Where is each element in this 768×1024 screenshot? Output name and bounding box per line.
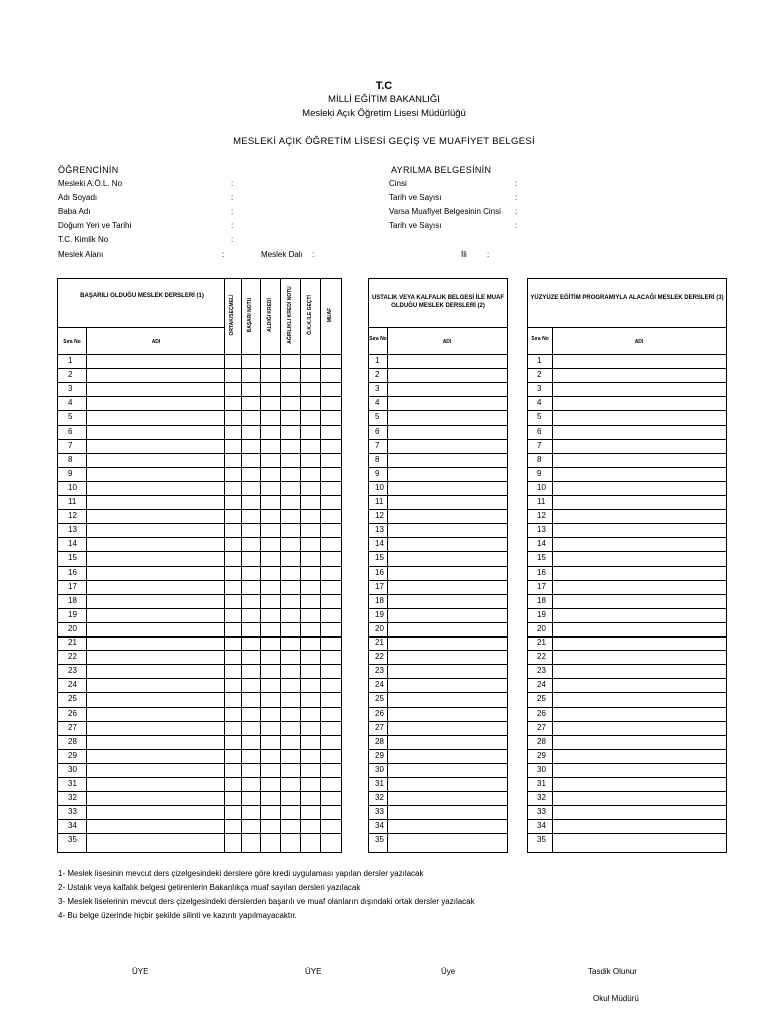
grid-line	[369, 453, 507, 454]
table1-title: BAŞARILI OLDUĞU MESLEK DERSLERİ (1)	[80, 293, 204, 299]
grid-line	[58, 692, 341, 693]
row-number: 7	[68, 440, 73, 450]
grid-line	[58, 819, 341, 820]
grid-line	[552, 327, 553, 852]
row-number: 28	[537, 736, 546, 746]
row-number: 9	[68, 468, 73, 478]
row-number: 13	[68, 525, 77, 535]
grid-line	[224, 279, 225, 852]
grid-line	[58, 467, 341, 468]
grid-line	[369, 650, 507, 651]
colon: :	[231, 207, 234, 216]
grid-line	[369, 354, 507, 355]
note-2: 2- Ustalık veya kalfalık belgesi getirenlerin Bakanlıkça muaf sayılan dersleri yazılacak	[58, 883, 361, 892]
ili-label: İli	[461, 250, 467, 259]
directorate-name: Mesleki Açık Öğretim Lisesi Müdürlüğü	[302, 108, 466, 119]
row-number: 27	[68, 722, 77, 732]
row-number: 16	[537, 567, 546, 577]
grid-line	[369, 608, 507, 609]
row-number: 11	[375, 497, 384, 506]
grid-line	[58, 763, 341, 764]
grid-line	[528, 410, 726, 411]
row-number: 10	[68, 482, 77, 492]
row-number: 16	[375, 567, 384, 577]
grid-line	[58, 425, 341, 426]
row-number: 27	[375, 722, 384, 732]
row-number: 14	[68, 539, 77, 549]
note-1: 1- Meslek lisesinin mevcut ders çizelgesindeki derslere göre kredi uygulaması yapılan dersler yazılacak	[58, 869, 424, 878]
table1-col-sira: Sıra No	[63, 339, 81, 345]
row-number: 21	[68, 638, 77, 647]
row-number: 32	[537, 793, 546, 803]
grid-line	[528, 580, 726, 581]
grid-line	[369, 467, 507, 468]
row-number: 4	[375, 398, 380, 408]
grid-line	[369, 495, 507, 496]
grid-line	[58, 537, 341, 538]
grid-line	[58, 439, 341, 440]
row-number: 21	[375, 638, 384, 647]
grid-line	[369, 636, 507, 638]
row-number: 13	[375, 525, 384, 535]
row-number: 1	[537, 356, 542, 365]
grid-line	[58, 551, 341, 552]
student-heading: ÖĞRENCİNİN	[58, 165, 119, 175]
document-header-title: T.C	[375, 80, 393, 92]
student-field-name: Adı Soyadı	[58, 193, 98, 202]
table2-title: USTALIK VEYA KALFALIK BELGESİ İLE MUAF OLDUĞU MESLEK DERSLERİ (2)	[371, 295, 505, 309]
grid-line	[528, 354, 726, 355]
row-number: 25	[68, 694, 77, 704]
grid-line	[58, 664, 341, 665]
grid-line	[387, 327, 388, 852]
row-number: 20	[537, 623, 546, 633]
row-number: 1	[375, 356, 380, 365]
grid-line	[241, 279, 242, 852]
row-number: 35	[68, 835, 77, 845]
row-number: 17	[375, 581, 384, 591]
grid-line	[369, 368, 507, 369]
grid-line	[528, 721, 726, 722]
grid-line	[528, 523, 726, 524]
colon: :	[231, 193, 234, 202]
row-number: 2	[537, 370, 542, 380]
grid-line	[369, 678, 507, 679]
row-number: 2	[375, 370, 380, 380]
table3-col-sira: Sıra No	[531, 336, 549, 342]
row-number: 28	[375, 736, 384, 746]
grid-line	[528, 368, 726, 369]
row-number: 31	[537, 779, 546, 788]
row-number: 35	[537, 835, 546, 845]
row-number: 17	[68, 581, 77, 591]
row-number: 23	[375, 666, 384, 676]
row-number: 11	[68, 497, 77, 506]
grid-line	[58, 327, 224, 328]
colon: :	[515, 207, 518, 216]
row-number: 30	[68, 764, 77, 774]
row-number: 32	[68, 793, 77, 803]
row-number: 9	[537, 468, 542, 478]
leaving-field-exemption: Varsa Muafiyet Belgesinin Cinsi	[389, 207, 501, 216]
row-number: 7	[537, 440, 542, 450]
row-number: 23	[68, 666, 77, 676]
meslek-dali-label: Meslek Dalı	[261, 250, 303, 259]
student-field-father: Baba Adı	[58, 207, 91, 216]
row-number: 35	[375, 835, 384, 845]
grid-line	[369, 439, 507, 440]
grid-line	[58, 495, 341, 496]
grid-line	[528, 833, 726, 834]
grid-line	[528, 791, 726, 792]
table1-col-adi: ADI	[151, 339, 161, 345]
grid-line	[369, 819, 507, 820]
grid-line	[369, 735, 507, 736]
table1-vertical-header: AĞIRLIKLI KREDİ NOTU	[287, 286, 293, 344]
grid-line	[528, 537, 726, 538]
grid-line	[58, 735, 341, 736]
grid-line	[369, 396, 507, 397]
row-number: 22	[375, 652, 384, 662]
row-number: 22	[68, 652, 77, 662]
grid-line	[58, 453, 341, 454]
row-number: 14	[537, 539, 546, 549]
colon: :	[487, 250, 490, 259]
grid-line	[260, 279, 261, 852]
grid-line	[58, 608, 341, 609]
grid-line	[369, 749, 507, 750]
principal-label: Okul Müdürü	[593, 994, 639, 1003]
row-number: 20	[68, 623, 77, 633]
colon: :	[222, 250, 225, 259]
grid-line	[528, 622, 726, 623]
colon: :	[515, 179, 518, 188]
row-number: 24	[537, 680, 546, 690]
grid-line	[58, 594, 341, 595]
grid-line	[528, 382, 726, 383]
grid-line	[58, 396, 341, 397]
grid-line	[58, 566, 341, 567]
row-number: 5	[68, 412, 73, 422]
grid-line	[369, 791, 507, 792]
grid-line	[320, 279, 321, 852]
table3-col-adi: ADI	[634, 339, 644, 345]
grid-line	[369, 664, 507, 665]
grid-line	[369, 707, 507, 708]
grid-line	[58, 777, 341, 778]
colon: :	[231, 235, 234, 244]
row-number: 10	[375, 482, 384, 492]
grid-line	[528, 481, 726, 482]
grid-line	[369, 777, 507, 778]
grid-line	[58, 354, 341, 355]
exempt-courses-table	[368, 278, 508, 853]
grid-line	[528, 777, 726, 778]
grid-line	[369, 523, 507, 524]
grid-line	[528, 636, 726, 638]
grid-line	[528, 735, 726, 736]
row-number: 25	[375, 694, 384, 704]
row-number: 18	[68, 595, 77, 605]
row-number: 3	[68, 384, 73, 394]
row-number: 12	[537, 511, 546, 521]
row-number: 19	[537, 609, 546, 619]
student-field-tc: T.C. Kimlik No	[58, 235, 109, 244]
row-number: 7	[375, 440, 380, 450]
grid-line	[369, 763, 507, 764]
grid-line	[280, 279, 281, 852]
grid-line	[58, 368, 341, 369]
row-number: 12	[68, 511, 77, 521]
signature-member-1: ÜYE	[132, 967, 149, 976]
row-number: 15	[375, 553, 384, 563]
colon: :	[231, 221, 234, 230]
colon: :	[312, 250, 315, 259]
grid-line	[58, 833, 341, 834]
grid-line	[58, 791, 341, 792]
colon: :	[515, 221, 518, 230]
grid-line	[528, 594, 726, 595]
grid-line	[369, 805, 507, 806]
grid-line	[369, 721, 507, 722]
grid-line	[369, 580, 507, 581]
row-number: 30	[537, 764, 546, 774]
row-number: 31	[375, 779, 384, 788]
grid-line	[58, 650, 341, 651]
row-number: 26	[375, 708, 384, 718]
table1-vertical-header: BAŞARI NOTU	[247, 297, 253, 333]
grid-line	[528, 327, 726, 328]
row-number: 33	[537, 807, 546, 817]
grid-line	[528, 396, 726, 397]
table2-col-sira: Sıra No	[369, 336, 387, 342]
grid-line	[369, 622, 507, 623]
grid-line	[369, 481, 507, 482]
grid-line	[58, 707, 341, 708]
grid-line	[528, 805, 726, 806]
row-number: 17	[537, 581, 546, 591]
grid-line	[369, 551, 507, 552]
row-number: 21	[537, 638, 546, 647]
grid-line	[58, 749, 341, 750]
row-number: 34	[68, 821, 77, 831]
grid-line	[58, 636, 341, 638]
ministry-name: MİLLİ EĞİTİM BAKANLIĞI	[328, 94, 440, 105]
grid-line	[369, 382, 507, 383]
row-number: 1	[68, 356, 73, 365]
row-number: 29	[375, 750, 384, 760]
grid-line	[58, 509, 341, 510]
colon: :	[515, 193, 518, 202]
meslek-alani-label: Meslek Alanı	[58, 250, 104, 259]
grid-line	[58, 678, 341, 679]
row-number: 5	[375, 412, 380, 422]
row-number: 3	[537, 384, 542, 394]
row-number: 29	[68, 750, 77, 760]
grid-line	[528, 509, 726, 510]
signature-member-2: ÜYE	[305, 967, 322, 976]
leaving-field-date: Tarih ve Sayısı	[389, 193, 442, 202]
note-3: 3- Meslek liselerinin mevcut ders çizelgesindeki derslerden başarılı ve muaf olanların dışındaki ortak dersler yazılacak	[58, 897, 475, 906]
row-number: 13	[537, 525, 546, 535]
row-number: 26	[537, 708, 546, 718]
row-number: 6	[375, 426, 380, 436]
row-number: 6	[68, 426, 73, 436]
table3-title: YÜZYÜZE EĞİTİM PROGRAMIYLA ALACAĞI MESLEK DERSLERİ (3)	[530, 295, 724, 301]
leaving-field-type: Cinsi	[389, 179, 407, 188]
leaving-field-date2: Tarih ve Sayısı	[389, 221, 442, 230]
row-number: 22	[537, 652, 546, 662]
grid-line	[528, 467, 726, 468]
signature-member-3: Üye	[441, 967, 456, 976]
row-number: 28	[68, 736, 77, 746]
grid-line	[528, 664, 726, 665]
grid-line	[58, 721, 341, 722]
row-number: 33	[68, 807, 77, 817]
row-number: 18	[537, 595, 546, 605]
row-number: 4	[537, 398, 542, 408]
row-number: 25	[537, 694, 546, 704]
grid-line	[369, 509, 507, 510]
table2-col-adi: ADI	[442, 339, 452, 345]
row-number: 23	[537, 666, 546, 676]
leaving-heading: AYRILMA BELGESİNİN	[391, 165, 492, 175]
grid-line	[528, 707, 726, 708]
row-number: 3	[375, 384, 380, 394]
table1-vertical-header: ORTAK/SEÇMELİ	[229, 294, 235, 336]
row-number: 19	[68, 609, 77, 619]
grid-line	[528, 425, 726, 426]
grid-line	[369, 566, 507, 567]
table1-vertical-header: ALDIĞI KREDİ	[267, 298, 273, 332]
face-to-face-courses-table	[527, 278, 727, 853]
row-number: 15	[68, 553, 77, 563]
row-number: 26	[68, 708, 77, 718]
grid-line	[86, 327, 87, 852]
grid-line	[528, 819, 726, 820]
row-number: 19	[375, 609, 384, 619]
grid-line	[58, 580, 341, 581]
grid-line	[528, 551, 726, 552]
row-number: 31	[68, 779, 77, 788]
student-field-no: Mesleki A.Ö.L. No	[58, 179, 123, 188]
grid-line	[528, 453, 726, 454]
row-number: 8	[375, 454, 380, 464]
row-number: 29	[537, 750, 546, 760]
table1-vertical-header: Ö.K.K.İLE GEÇTİ	[307, 295, 313, 335]
grid-line	[528, 763, 726, 764]
grid-line	[528, 678, 726, 679]
grid-line	[528, 495, 726, 496]
row-number: 18	[375, 595, 384, 605]
student-field-birth: Doğum Yeri ve Tarihi	[58, 221, 132, 230]
note-4: 4- Bu belge üzerinde hiçbir şekilde silinti ve kazıntı yapılmayacaktır.	[58, 911, 297, 920]
row-number: 33	[375, 807, 384, 817]
grid-line	[369, 594, 507, 595]
table1-vertical-header: MUAF	[327, 307, 333, 323]
row-number: 16	[68, 567, 77, 577]
row-number: 12	[375, 511, 384, 521]
grid-line	[528, 650, 726, 651]
colon: :	[231, 179, 234, 188]
row-number: 34	[375, 821, 384, 831]
grid-line	[369, 410, 507, 411]
row-number: 32	[375, 793, 384, 803]
row-number: 8	[537, 454, 542, 464]
grid-line	[528, 749, 726, 750]
row-number: 34	[537, 821, 546, 831]
approval-label: Tasdik Olunur	[588, 967, 637, 976]
successful-courses-table	[57, 278, 342, 853]
grid-line	[369, 833, 507, 834]
grid-line	[528, 566, 726, 567]
grid-line	[58, 382, 341, 383]
grid-line	[58, 523, 341, 524]
grid-line	[300, 279, 301, 852]
row-number: 30	[375, 764, 384, 774]
row-number: 9	[375, 468, 380, 478]
row-number: 27	[537, 722, 546, 732]
row-number: 10	[537, 482, 546, 492]
row-number: 2	[68, 370, 73, 380]
row-number: 15	[537, 553, 546, 563]
row-number: 20	[375, 623, 384, 633]
grid-line	[528, 439, 726, 440]
row-number: 24	[375, 680, 384, 690]
grid-line	[58, 481, 341, 482]
document-title: MESLEKİ AÇIK ÖĞRETİM LİSESİ GEÇİŞ VE MUAFİYET BELGESİ	[233, 136, 535, 147]
row-number: 24	[68, 680, 77, 690]
row-number: 8	[68, 454, 73, 464]
grid-line	[369, 537, 507, 538]
row-number: 14	[375, 539, 384, 549]
grid-line	[528, 692, 726, 693]
grid-line	[369, 425, 507, 426]
grid-line	[369, 327, 507, 328]
row-number: 4	[68, 398, 73, 408]
grid-line	[58, 805, 341, 806]
row-number: 6	[537, 426, 542, 436]
grid-line	[528, 608, 726, 609]
grid-line	[58, 410, 341, 411]
grid-line	[58, 622, 341, 623]
row-number: 5	[537, 412, 542, 422]
grid-line	[369, 692, 507, 693]
row-number: 11	[537, 497, 546, 506]
